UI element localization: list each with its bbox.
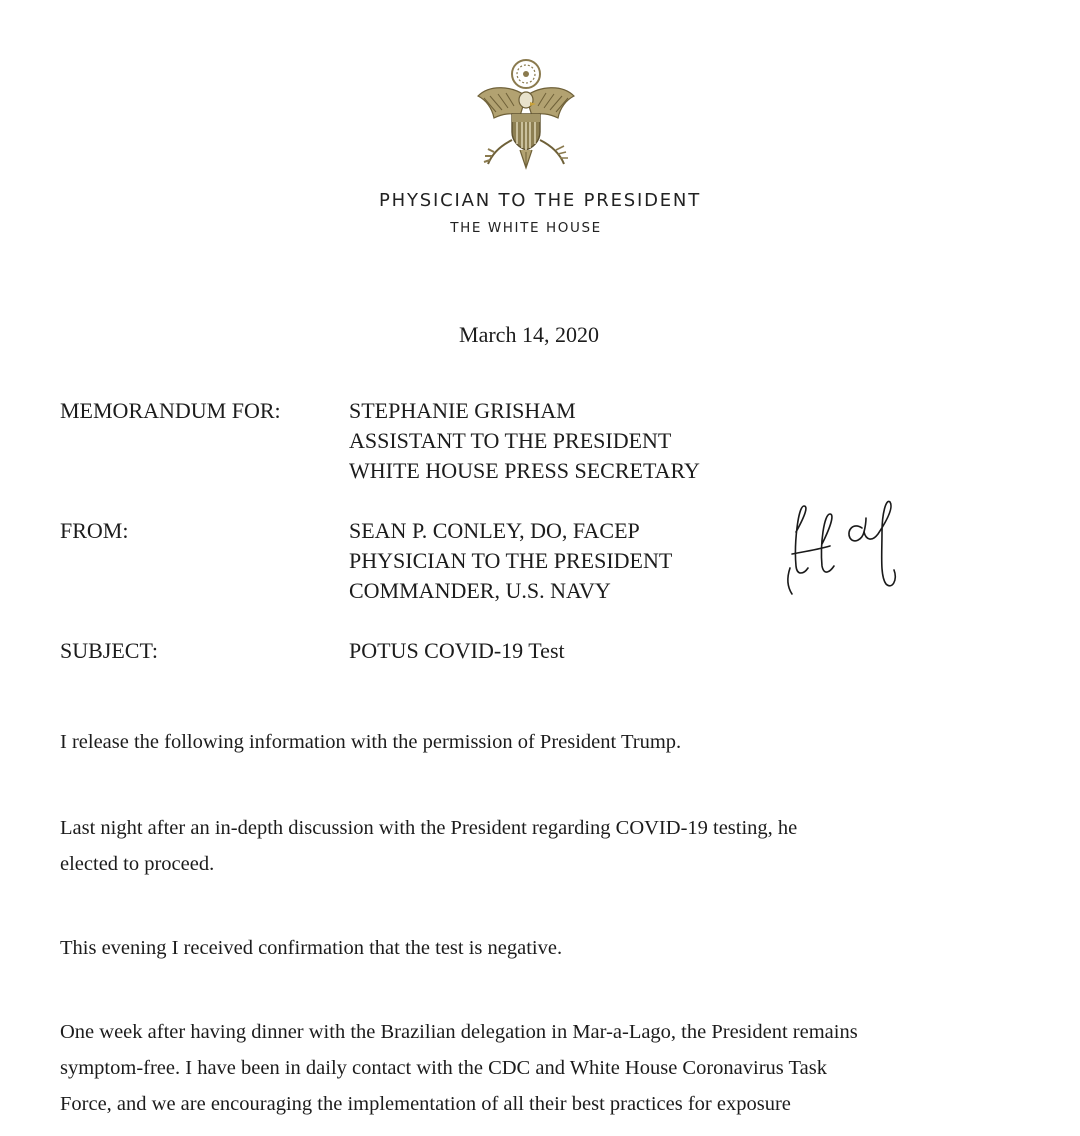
from-sender bbox=[349, 516, 672, 606]
memorandum-for-label: MEMORANDUM FOR: bbox=[60, 398, 281, 423]
recipient-title: ASSISTANT TO THE PRESIDENT bbox=[349, 428, 672, 453]
sender-title: PHYSICIAN TO THE PRESIDENT bbox=[349, 548, 673, 573]
memorandum-for-recipient bbox=[349, 396, 700, 486]
paragraph-line: Force, and we are encouraging the implementation of all their best practices for exposure bbox=[60, 1093, 791, 1115]
from-label: FROM: bbox=[60, 518, 129, 543]
paragraph-line: elected to proceed. bbox=[60, 853, 215, 875]
paragraph-line: I release the following information with the permission of President Trump. bbox=[60, 731, 682, 753]
paragraph-line: One week after having dinner with the Brazilian delegation in Mar-a-Lago, the President remains bbox=[60, 1021, 858, 1043]
sender-rank: COMMANDER, U.S. NAVY bbox=[349, 578, 611, 603]
body-paragraph-3 bbox=[60, 930, 1020, 966]
sender-name: SEAN P. CONLEY, DO, FACEP bbox=[349, 518, 640, 543]
body-paragraph-2 bbox=[60, 810, 1020, 882]
memo-date: March 14, 2020 bbox=[459, 322, 599, 347]
body-paragraph-4 bbox=[60, 1014, 1020, 1122]
presidential-seal-icon bbox=[472, 56, 580, 172]
letterhead-subtitle: THE WHITE HOUSE bbox=[450, 220, 602, 236]
paragraph-line: symptom-free. I have been in daily contact with the CDC and White House Coronavirus Task bbox=[60, 1057, 827, 1079]
handwritten-signature bbox=[782, 484, 912, 604]
recipient-office: WHITE HOUSE PRESS SECRETARY bbox=[349, 458, 700, 483]
letterhead-title: PHYSICIAN TO THE PRESIDENT bbox=[379, 190, 701, 211]
paragraph-line: This evening I received confirmation that the test is negative. bbox=[60, 937, 563, 959]
subject-value: POTUS COVID-19 Test bbox=[349, 638, 565, 663]
subject-value-wrap bbox=[349, 636, 565, 666]
body-paragraph-1 bbox=[60, 724, 1020, 760]
recipient-name: STEPHANIE GRISHAM bbox=[349, 398, 576, 423]
subject-label: SUBJECT: bbox=[60, 638, 158, 663]
paragraph-line: Last night after an in-depth discussion with the President regarding COVID-19 testing, he bbox=[60, 817, 798, 839]
